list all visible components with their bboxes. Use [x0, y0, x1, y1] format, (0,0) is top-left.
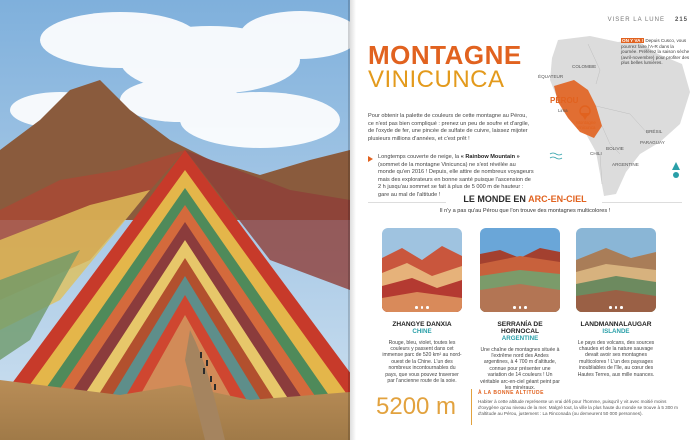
label-lima: Lima	[558, 108, 568, 113]
label-pin: Montagne Vinicunca	[576, 120, 596, 130]
card-zhangye	[382, 228, 462, 384]
altitude-heading: À LA BONNE ALTITUDE	[478, 390, 544, 396]
card-name: ZHANGYE DANXIA	[392, 320, 452, 328]
title-line-1: MONTAGNE	[368, 40, 522, 70]
card-country: ISLANDE	[602, 327, 630, 335]
right-page	[350, 0, 700, 440]
bullet-triangle-icon	[368, 156, 373, 162]
label-paraguay: PARAGUAY	[640, 140, 665, 145]
map-tip	[621, 38, 691, 66]
section-subtitle: Il n'y a pas qu'au Pérou que l'on trouve des montagnes multicolores !	[439, 208, 611, 214]
info-text-bold: « Rainbow Mountain »	[460, 154, 520, 160]
info-paragraph	[368, 154, 534, 200]
card-description: Une chaîne de montagnes située à l'extrême nord des Andes argentines, à 4 700 m d'altitude, connue pour présenter une variation de 14 couleurs ! Un véritable arc-en-ciel géant peint par les minéraux.	[480, 346, 560, 391]
card-country: ARGENTINE	[501, 334, 539, 342]
altitude-fact	[350, 385, 700, 440]
label-colombie: COLOMBIE	[572, 64, 597, 69]
carousel-dots	[480, 306, 560, 309]
running-section: VISER LA LUNE	[607, 17, 665, 23]
intro-paragraph: Pour obtenir la palette de couleurs de cette montagne au Pérou, ce n'est pas bien compliqué : prenez un peu de soufre et d'argile, de l'oxyde de fer, une pincée de sulfate de cuivre, laissez mijoter plusieurs millions d'années, et c'est prêt !	[368, 113, 530, 142]
card-image-zhangye	[382, 228, 462, 312]
card-country: CHINE	[412, 327, 432, 335]
label-bresil: BRÉSIL	[646, 129, 663, 134]
label-bolivie: BOLIVIE	[606, 146, 624, 151]
card-name: SERRANÍA DE HORNOCAL	[497, 320, 543, 335]
altitude-body: Habiter à cette altitude représente un vrai défi pour l'homme, puisqu'il y vit avec moitié moins d'oxygène qu'au niveau de la mer. Malgré tout, la ville la plus haute du monde se trouve à 5 300 m d'altitude au Pérou, justement : La Rinconada (ou demeurent 50 000 personnes).	[478, 399, 678, 416]
section-title	[350, 194, 700, 204]
label-perou: PÉROU	[550, 96, 579, 105]
card-image-hornocal	[480, 228, 560, 312]
altitude-number: 5200 m	[376, 393, 457, 420]
info-text-after: (sommet de la montagne Vinicunca) ne s'est révélée au monde qu'en 2016 ! Depuis, elle attire de nombreux voyageurs mais des explorateurs en bonne santé puisque l'ascension de 2 h jusqu'au sommet se fait à plus de 5 000 m de hauteur : gare au mal de l'altitude !	[378, 161, 534, 198]
label-argentine: ARGENTINE	[612, 162, 639, 167]
card-name: LANDMANNALAUGAR	[580, 320, 652, 328]
card-hornocal	[480, 228, 560, 391]
info-text-before: Longtemps couverte de neige, la	[378, 154, 461, 160]
card-image-landmannalaugar	[576, 228, 656, 312]
label-chili: CHILI	[590, 151, 602, 156]
section-title-before: LE MONDE EN	[463, 194, 529, 204]
carousel-dots	[576, 306, 656, 309]
page-number: 215	[674, 17, 688, 23]
card-description: Le pays des volcans, des sources chaudes et de la nature sauvage devait avoir ses montagnes multicolores ! L'un des paysages inoubliables de l'île, au cœur des Hautes Terres, aux mille nuances.	[577, 339, 655, 378]
label-equateur: ÉQUATEUR	[538, 74, 564, 79]
altitude-divider	[471, 389, 472, 425]
map-tip-text: Depuis Cusco, vous pourrez faire l'A-R dans la journée. Préférez la saison sèche (avril-novembre) pour profiter des plus belles lumières.	[621, 38, 690, 66]
running-head	[608, 17, 688, 23]
title-line-2: VINICUNCA	[368, 66, 505, 93]
section-title-highlight: ARC-EN-CIEL	[528, 194, 587, 204]
waves-icon	[550, 153, 562, 159]
carousel-dots	[382, 306, 462, 309]
card-description: Rouge, bleu, violet, toutes les couleurs y passent dans cet immense parc de 520 km² au nord-ouest de la Chine. L'un des nombreux incontournables du pays, que vous pouvez traverser par l'ancienne route de la soie.	[382, 339, 462, 384]
card-landmannalaugar	[576, 228, 656, 378]
map-tip-tag: ON Y VA !	[622, 38, 644, 43]
llama-icon	[672, 162, 680, 178]
